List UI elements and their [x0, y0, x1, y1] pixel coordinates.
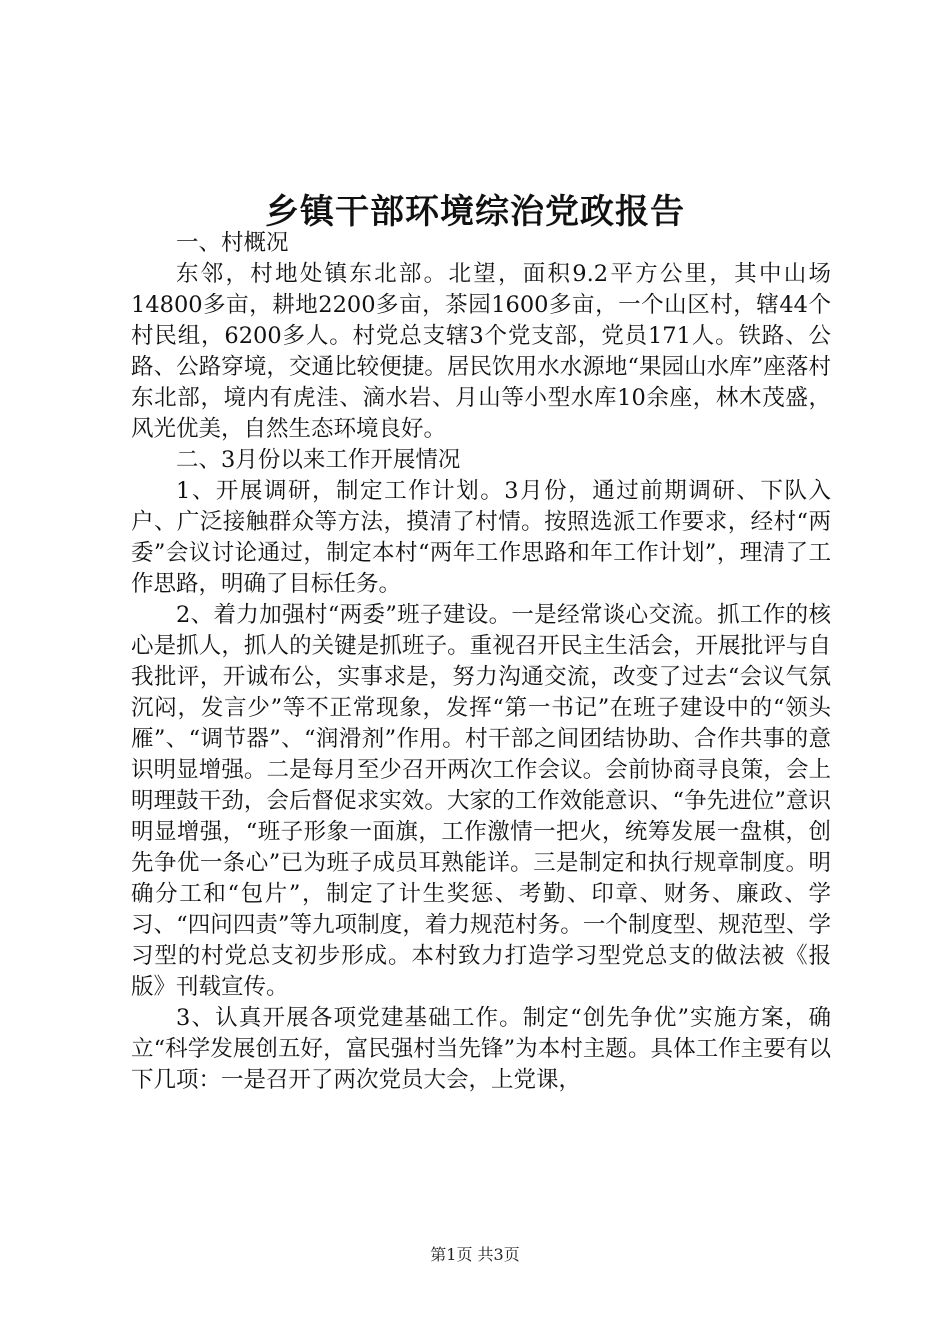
paragraph-village-overview: 东邻，村地处镇东北部。北望，面积9.2平方公里，其中山场14800多亩，耕地2200多亩，茶园1600多亩，一个山区村，辖44个村民组，6200多人。村党总支辖3个党支部，党员171人。铁路、公路、公路穿境，交通比较便捷。居民饮用水水源地“果园山水库”座落村东北部，境内有虎洼、滴水岩、月山等小型水库10余座，林木茂盛，风光优美，自然生态环境良好。 — [131, 261, 831, 442]
page-footer: 第1页 共3页 — [430, 1245, 520, 1264]
document-title: 乡镇干部环境综治党政报告 — [265, 192, 685, 232]
paragraph-team-building: 2、着力加强村“两委”班子建设。一是经常谈心交流。抓工作的核心是抓人，抓人的关键是抓班子。重视召开民主生活会，开展批评与自我批评，开诚布公，实事求是，努力沟通交流，改变了过去“会议气氛沉闷，发言少”等不正常现象，发挥“第一书记”在班子建设中的“领头雁”、“调节器”、“润滑剂”作用。村干部之间团结协助、合作共事的意识明显增强。二是每月至少召开两次工作会议。会前协商寻良策，会上明理鼓干劲，会后督促求实效。大家的工作效能意识、“争先进位”意识明显增强，“班子形象一面旗，工作激情一把火，统筹发展一盘棋，创先争优一条心”已为班子成员耳熟能详。三是制定和执行规章制度。明确分工和“包片”，制定了计生奖惩、考勤、印章、财务、廉政、学习、“四问四责”等九项制度，着力规范村务。一个制度型、规范型、学习型的村党总支初步形成。本村致力打造学习型党总支的做法被《报版》刊载宣传。 — [131, 602, 831, 1000]
document-body — [131, 228, 831, 1096]
paragraph-research-plan: 1、开展调研，制定工作计划。3月份，通过前期调研、下队入户、广泛接触群众等方法，摸清了村情。按照选派工作要求，经村“两委”会议讨论通过，制定本村“两年工作思路和年工作计划”，理清了工作思路，明确了目标任务。 — [131, 478, 831, 597]
paragraph-party-building: 3、认真开展各项党建基础工作。制定“创先争优”实施方案，确立“科学发展创五好，富民强村当先锋”为本村主题。具体工作主要有以下几项：一是召开了两次党员大会，上党课， — [131, 1005, 831, 1093]
section-heading-work-progress: 二、3月份以来工作开展情况 — [176, 447, 461, 473]
section-heading-village-overview: 一、村概况 — [176, 230, 289, 256]
